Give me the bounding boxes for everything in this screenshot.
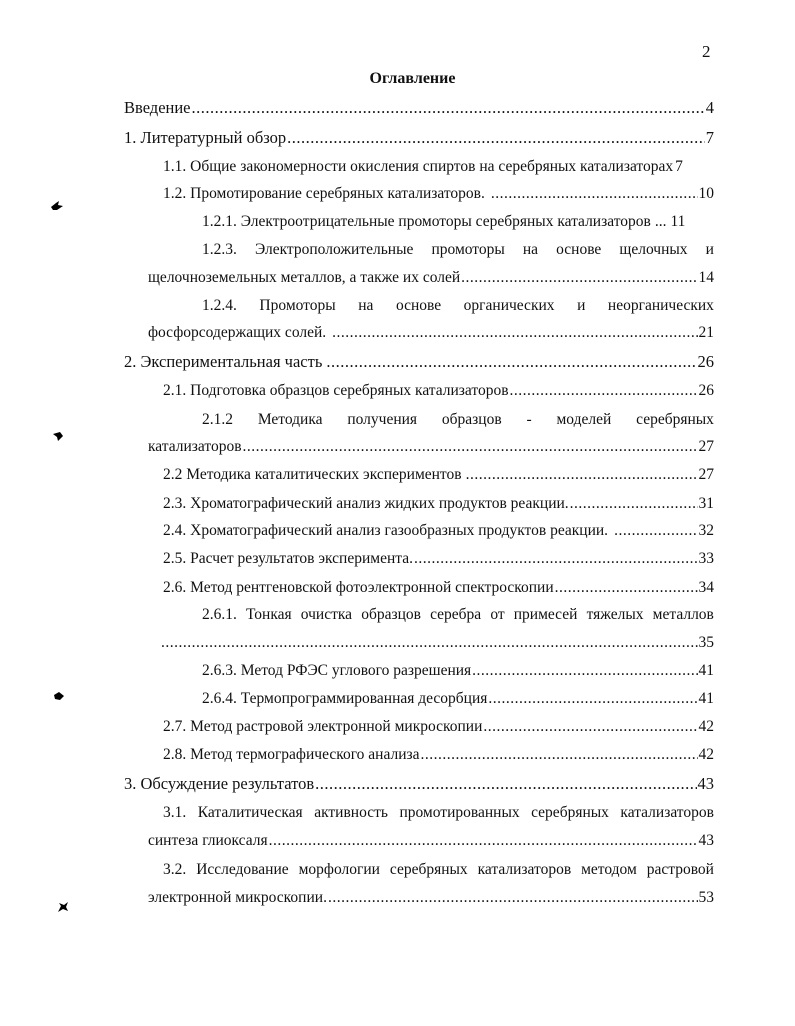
page-number: 2 (702, 42, 711, 61)
toc-entry-page: 26 (697, 352, 714, 371)
toc-entry-label: 2.1. Подготовка образцов серебряных катализаторов (163, 382, 509, 399)
toc-entry-page: 27 (698, 438, 714, 455)
toc-entry (202, 212, 714, 232)
toc-word: от (490, 606, 505, 623)
toc-word: серебряных (389, 861, 468, 878)
toc-entry-page: 14 (698, 269, 714, 286)
toc-word: на (522, 241, 539, 258)
toc-entry-label: 1.1. Общие закономерности окисления спиртов на серебряных катализаторах (163, 158, 674, 175)
toc-leader (555, 578, 698, 598)
scan-mark (50, 200, 64, 217)
toc-word: образцов (361, 606, 421, 623)
toc-entry (124, 128, 714, 148)
toc-word: 1.2.4. (202, 297, 237, 314)
toc-entry-label: 2.8. Метод термографического анализа (163, 746, 420, 763)
toc-entry-label: щелочноземельных металлов, а также их солей (148, 269, 461, 286)
toc-word: образцов (441, 411, 502, 428)
toc-entry (202, 689, 714, 709)
scan-mark (52, 430, 64, 447)
toc-entry-page: 21 (698, 324, 714, 341)
toc-entry-page: 33 (698, 550, 714, 567)
toc-entry-label: электронной микроскопии. (148, 889, 327, 906)
toc-entry-line1 (202, 605, 714, 625)
toc-word: щелочных (619, 241, 688, 258)
toc-entry (163, 578, 714, 598)
toc-entry-label: 2.3. Хроматографический анализ жидких продуктов реакции. (163, 495, 569, 512)
toc-entry (148, 323, 714, 343)
toc-entry-page: 42 (698, 746, 714, 763)
toc-entry-line1 (163, 860, 714, 880)
toc-entry (163, 745, 714, 765)
toc-entry (163, 465, 714, 485)
toc-entry (124, 98, 714, 118)
toc-word: примесей (513, 606, 578, 623)
toc-entry-page: 42 (698, 718, 714, 735)
toc-word: получения (347, 411, 418, 428)
toc-leader (488, 689, 697, 709)
toc-entry-label: синтеза глиоксаля (148, 832, 268, 849)
toc-entry (163, 184, 714, 204)
toc-entry-page: 43 (698, 832, 714, 849)
toc-leader (466, 465, 698, 485)
toc-word: основе (556, 241, 602, 258)
toc-word: Методика (257, 411, 323, 428)
toc-entry (148, 888, 714, 908)
toc-entry-label: 2.5. Расчет результатов эксперимента. (163, 550, 413, 567)
toc-entry (202, 661, 714, 681)
toc-entry-label: 1.2. Промотирование серебряных катализаторов. (163, 185, 485, 202)
toc-word: органических (463, 297, 555, 314)
toc-leader (570, 494, 698, 514)
toc-word: 3.1. (163, 804, 187, 821)
toc-leader (326, 352, 696, 372)
toc-entry-label: 2.7. Метод растровой электронной микроскопии (163, 718, 483, 735)
toc-leader (414, 549, 698, 569)
toc-entry-page: 32 (698, 522, 714, 539)
toc-word: на (358, 297, 374, 314)
toc-entry-page: 4 (705, 98, 714, 117)
toc-entry (163, 549, 714, 569)
toc-leader (269, 831, 698, 851)
toc-word: металлов (652, 606, 714, 623)
toc-entry-label: 3. Обсуждение результатов (124, 774, 315, 793)
toc-word: моделей (556, 411, 612, 428)
toc-word: Исследование (196, 861, 289, 878)
toc-entry-label: катализаторов (148, 438, 242, 455)
toc-entry (163, 157, 714, 177)
toc-leader (161, 633, 698, 653)
toc-word: катализаторов (620, 804, 714, 821)
toc-leader (483, 717, 697, 737)
toc-word: неорганических (607, 297, 714, 314)
toc-entry-label: 2.6.4. Термопрограммированная десорбция (202, 690, 488, 707)
toc-entry-label: 2.6. Метод рентгеновской фотоэлектронной спектроскопии (163, 579, 554, 596)
toc-word: - (526, 411, 532, 428)
toc-entry-page: 43 (697, 774, 714, 793)
toc-entry-page: 27 (698, 466, 714, 483)
toc-entry-label: 1. Литературный обзор (124, 128, 287, 147)
toc-word: и (577, 297, 586, 314)
toc-word: Промоторы (259, 297, 336, 314)
toc-entry (148, 437, 714, 457)
toc-entry-page: 26 (698, 382, 714, 399)
toc-entry-line1 (163, 803, 714, 823)
toc-word: серебра (430, 606, 482, 623)
toc-entry (163, 381, 714, 401)
page-title: Оглавление (369, 70, 456, 87)
toc-entry-label: 2.2 Методика каталитических экспериментов (163, 466, 462, 483)
toc-entry-page: 34 (698, 579, 714, 596)
toc-entry-page: 41 (698, 690, 714, 707)
toc-leader (287, 128, 705, 148)
toc-entry-label: 1.2.1. Электроотрицательные промоторы серебряных катализаторов (202, 213, 651, 230)
toc-word: 3.2. (163, 861, 187, 878)
scan-mark (53, 690, 65, 706)
toc-word: 2.6.1. (202, 606, 237, 623)
toc-entry-label: Введение (124, 98, 191, 117)
toc-entry-label: 2.6.3. Метод РФЭС углового разрешения (202, 662, 472, 679)
toc-entry-page: 10 (698, 185, 714, 202)
toc-entry-page: 7 (705, 128, 714, 147)
toc-word: растровой (646, 861, 714, 878)
toc-leader (243, 437, 698, 457)
toc-word: активность (314, 804, 388, 821)
toc-word: серебряных (531, 804, 609, 821)
toc-entry-page: 11 (670, 213, 686, 230)
toc-entry-label: фосфорсодержащих солей. (148, 324, 327, 341)
scan-mark (56, 900, 70, 919)
toc-entry (163, 521, 714, 541)
toc-leader (510, 381, 698, 401)
toc-word: Каталитическая (197, 804, 303, 821)
toc-entry-line1 (202, 410, 714, 430)
toc-entry (124, 352, 714, 372)
toc-word: очистка (300, 606, 353, 623)
toc-entry-label: 2.4. Хроматографический анализ газообразных продуктов реакции. (163, 522, 609, 539)
toc-entry (160, 633, 714, 653)
toc-entry-page: 31 (698, 495, 714, 512)
toc-word: промотированных (399, 804, 520, 821)
toc-word: Электроположительные (254, 241, 414, 258)
toc-entry-page: 53 (698, 889, 714, 906)
toc-entry-line1 (202, 296, 714, 316)
toc-word: и (705, 241, 714, 258)
toc-leader (328, 888, 698, 908)
toc-entry-line1 (202, 240, 714, 260)
toc-word: катализаторов (477, 861, 572, 878)
toc-entry-page: 35 (698, 634, 714, 651)
toc-word: Тонкая (246, 606, 292, 623)
toc-word: методом (581, 861, 637, 878)
toc-word: промоторы (431, 241, 505, 258)
toc-entry (124, 774, 714, 794)
toc-word: 1.2.3. (202, 241, 237, 258)
toc-entry-page: 41 (698, 662, 714, 679)
toc-leader (614, 521, 697, 541)
toc-entry-page: 7 (675, 158, 683, 175)
toc-leader (421, 745, 698, 765)
toc-entry (148, 268, 714, 288)
toc-leader: ... (654, 213, 667, 230)
toc-entry (148, 831, 714, 851)
toc-leader (491, 184, 698, 204)
toc-leader (332, 323, 697, 343)
toc-word: серебряных (636, 411, 714, 428)
toc-leader (472, 661, 697, 681)
toc-leader (461, 268, 697, 288)
toc-word: 2.1.2 (202, 411, 233, 428)
toc-leader (192, 98, 705, 118)
toc-leader (315, 774, 696, 794)
toc-entry-label: 2. Экспериментальная часть (124, 352, 323, 371)
toc-word: основе (395, 297, 442, 314)
toc-entry (163, 494, 714, 514)
toc-entry (163, 717, 714, 737)
toc-word: морфологии (298, 861, 380, 878)
toc-word: тяжелых (586, 606, 644, 623)
